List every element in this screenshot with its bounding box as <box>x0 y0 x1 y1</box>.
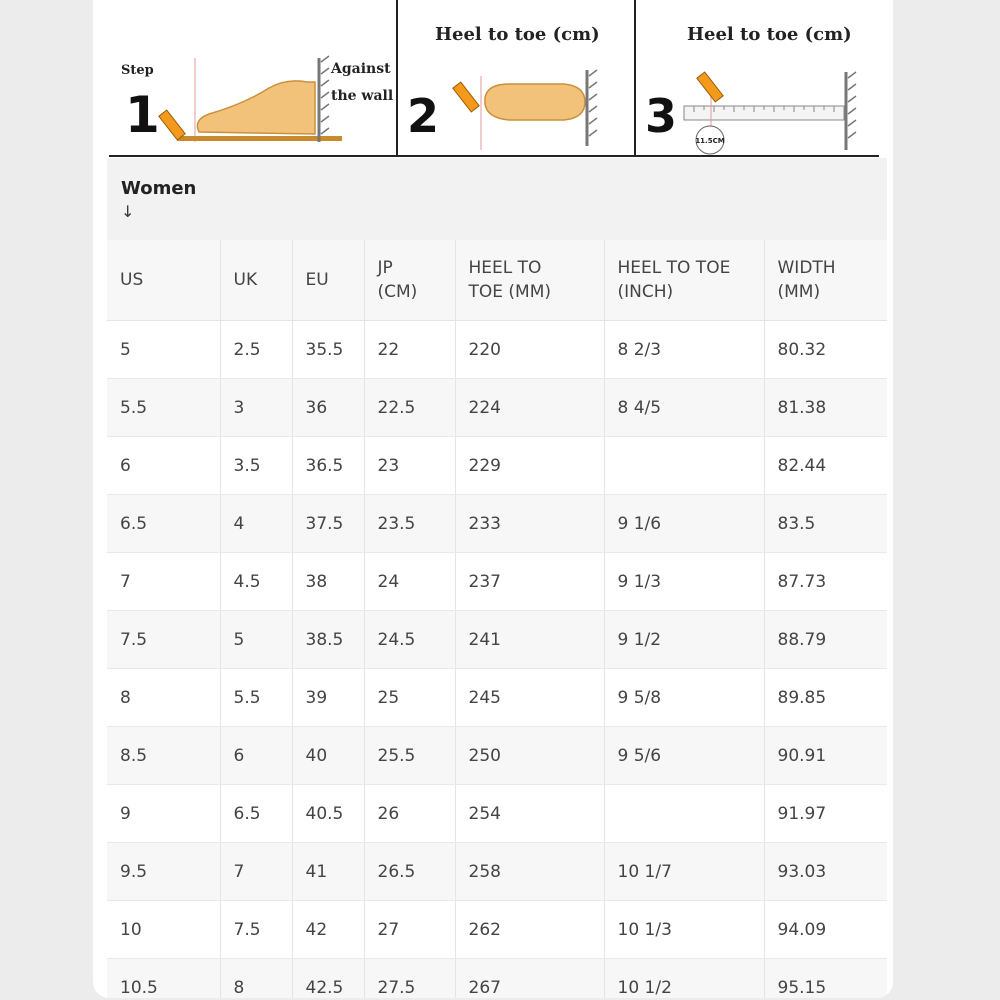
column-header: UK <box>220 240 292 321</box>
table-cell: 220 <box>455 321 604 379</box>
pencil-icon <box>159 110 185 140</box>
table-row <box>107 553 887 611</box>
table-row <box>107 843 887 901</box>
table-cell: 9 5/6 <box>604 727 764 785</box>
size-table <box>107 240 887 998</box>
pencil-icon <box>697 72 723 102</box>
measurement-badge-text: 11.5CM <box>695 137 725 145</box>
table-cell: 6 <box>107 437 220 495</box>
table-cell: 7.5 <box>220 901 292 959</box>
size-chart-card <box>93 0 893 998</box>
table-cell: 7 <box>220 843 292 901</box>
table-cell: 9 1/2 <box>604 611 764 669</box>
table-cell: 27 <box>364 901 455 959</box>
table-cell: 267 <box>455 959 604 999</box>
table-cell: 6 <box>220 727 292 785</box>
table-cell: 24.5 <box>364 611 455 669</box>
table-cell: 82.44 <box>764 437 887 495</box>
table-cell: 250 <box>455 727 604 785</box>
foot-icon <box>197 81 315 134</box>
table-cell: 258 <box>455 843 604 901</box>
table-cell: 25.5 <box>364 727 455 785</box>
table-cell: 224 <box>455 379 604 437</box>
column-header: HEEL TO TOE (INCH) <box>604 240 764 321</box>
table-cell <box>604 437 764 495</box>
table-cell: 6.5 <box>220 785 292 843</box>
table-row <box>107 727 887 785</box>
table-cell: 38 <box>292 553 364 611</box>
table-cell: 42 <box>292 901 364 959</box>
table-cell: 91.97 <box>764 785 887 843</box>
table-cell: 8.5 <box>107 727 220 785</box>
table-cell: 36 <box>292 379 364 437</box>
table-cell: 9 5/8 <box>604 669 764 727</box>
table-cell: 40 <box>292 727 364 785</box>
wall-icon <box>587 70 597 146</box>
table-cell: 3 <box>220 379 292 437</box>
step-2-title: Heel to toe (cm) <box>435 24 600 45</box>
table-cell: 10 1/7 <box>604 843 764 901</box>
table-cell: 26.5 <box>364 843 455 901</box>
table-cell: 81.38 <box>764 379 887 437</box>
wall-icon <box>846 72 856 150</box>
table-row <box>107 959 887 999</box>
step-3-number: 3 <box>645 89 678 143</box>
table-cell: 25 <box>364 669 455 727</box>
table-cell: 9 <box>107 785 220 843</box>
measuring-steps-illustration <box>109 0 879 158</box>
table-cell: 9.5 <box>107 843 220 901</box>
table-cell: 7 <box>107 553 220 611</box>
table-cell: 23 <box>364 437 455 495</box>
table-cell: 42.5 <box>292 959 364 999</box>
step-1-number: 1 <box>125 86 160 144</box>
table-cell: 41 <box>292 843 364 901</box>
table-cell: 36.5 <box>292 437 364 495</box>
table-row <box>107 379 887 437</box>
section-title: Women <box>121 178 197 199</box>
step-2-number: 2 <box>407 89 440 143</box>
table-cell: 94.09 <box>764 901 887 959</box>
column-header: EU <box>292 240 364 321</box>
table-cell: 22.5 <box>364 379 455 437</box>
table-row <box>107 785 887 843</box>
table-cell: 233 <box>455 495 604 553</box>
table-cell: 24 <box>364 553 455 611</box>
table-cell: 26 <box>364 785 455 843</box>
table-cell: 3.5 <box>220 437 292 495</box>
table-cell: 254 <box>455 785 604 843</box>
column-header: WIDTH (MM) <box>764 240 887 321</box>
table-row <box>107 495 887 553</box>
column-header: JP (CM) <box>364 240 455 321</box>
table-cell: 10 1/3 <box>604 901 764 959</box>
table-cell: 7.5 <box>107 611 220 669</box>
table-cell: 87.73 <box>764 553 887 611</box>
table-cell: 38.5 <box>292 611 364 669</box>
step-label: Step <box>121 63 154 78</box>
table-cell: 23.5 <box>364 495 455 553</box>
step-3-title: Heel to toe (cm) <box>687 24 852 45</box>
table-cell: 5.5 <box>107 379 220 437</box>
table-cell: 10 <box>107 901 220 959</box>
table-cell: 5 <box>107 321 220 379</box>
table-cell: 10.5 <box>107 959 220 999</box>
table-cell: 8 2/3 <box>604 321 764 379</box>
table-cell: 4.5 <box>220 553 292 611</box>
table-cell: 80.32 <box>764 321 887 379</box>
table-cell: 35.5 <box>292 321 364 379</box>
table-cell: 4 <box>220 495 292 553</box>
table-row <box>107 611 887 669</box>
measuring-steps-banner <box>109 0 879 158</box>
table-cell: 2.5 <box>220 321 292 379</box>
foot-top-view-icon <box>485 84 585 120</box>
table-cell: 37.5 <box>292 495 364 553</box>
table-body <box>107 321 887 999</box>
table-row <box>107 669 887 727</box>
table-cell: 262 <box>455 901 604 959</box>
pencil-icon <box>453 82 479 112</box>
arrow-down-icon: ↓ <box>121 202 135 221</box>
table-cell: 40.5 <box>292 785 364 843</box>
table-row <box>107 437 887 495</box>
table-cell: 89.85 <box>764 669 887 727</box>
table-row <box>107 901 887 959</box>
step-1-caption-line2: the wall <box>331 88 394 104</box>
table-cell: 5 <box>220 611 292 669</box>
table-cell: 95.15 <box>764 959 887 999</box>
table-cell: 88.79 <box>764 611 887 669</box>
table-cell: 237 <box>455 553 604 611</box>
table-header-row <box>107 240 887 321</box>
table-cell: 10 1/2 <box>604 959 764 999</box>
table-cell: 90.91 <box>764 727 887 785</box>
table-cell: 229 <box>455 437 604 495</box>
table-cell: 27.5 <box>364 959 455 999</box>
floor-board <box>177 136 342 141</box>
step-1-caption-line1: Against <box>331 61 391 77</box>
column-header: HEEL TO TOE (MM) <box>455 240 604 321</box>
table-cell: 8 <box>220 959 292 999</box>
table-cell: 8 4/5 <box>604 379 764 437</box>
table-cell: 245 <box>455 669 604 727</box>
table-cell: 8 <box>107 669 220 727</box>
table-cell: 39 <box>292 669 364 727</box>
column-header: US <box>107 240 220 321</box>
table-cell: 241 <box>455 611 604 669</box>
ruler-icon <box>684 106 844 120</box>
table-cell: 6.5 <box>107 495 220 553</box>
table-cell: 22 <box>364 321 455 379</box>
women-section-header <box>107 158 887 241</box>
table-cell: 9 1/3 <box>604 553 764 611</box>
table-cell: 9 1/6 <box>604 495 764 553</box>
table-row <box>107 321 887 379</box>
table-cell <box>604 785 764 843</box>
table-cell: 5.5 <box>220 669 292 727</box>
table-cell: 93.03 <box>764 843 887 901</box>
wall-icon <box>319 56 329 142</box>
table-cell: 83.5 <box>764 495 887 553</box>
